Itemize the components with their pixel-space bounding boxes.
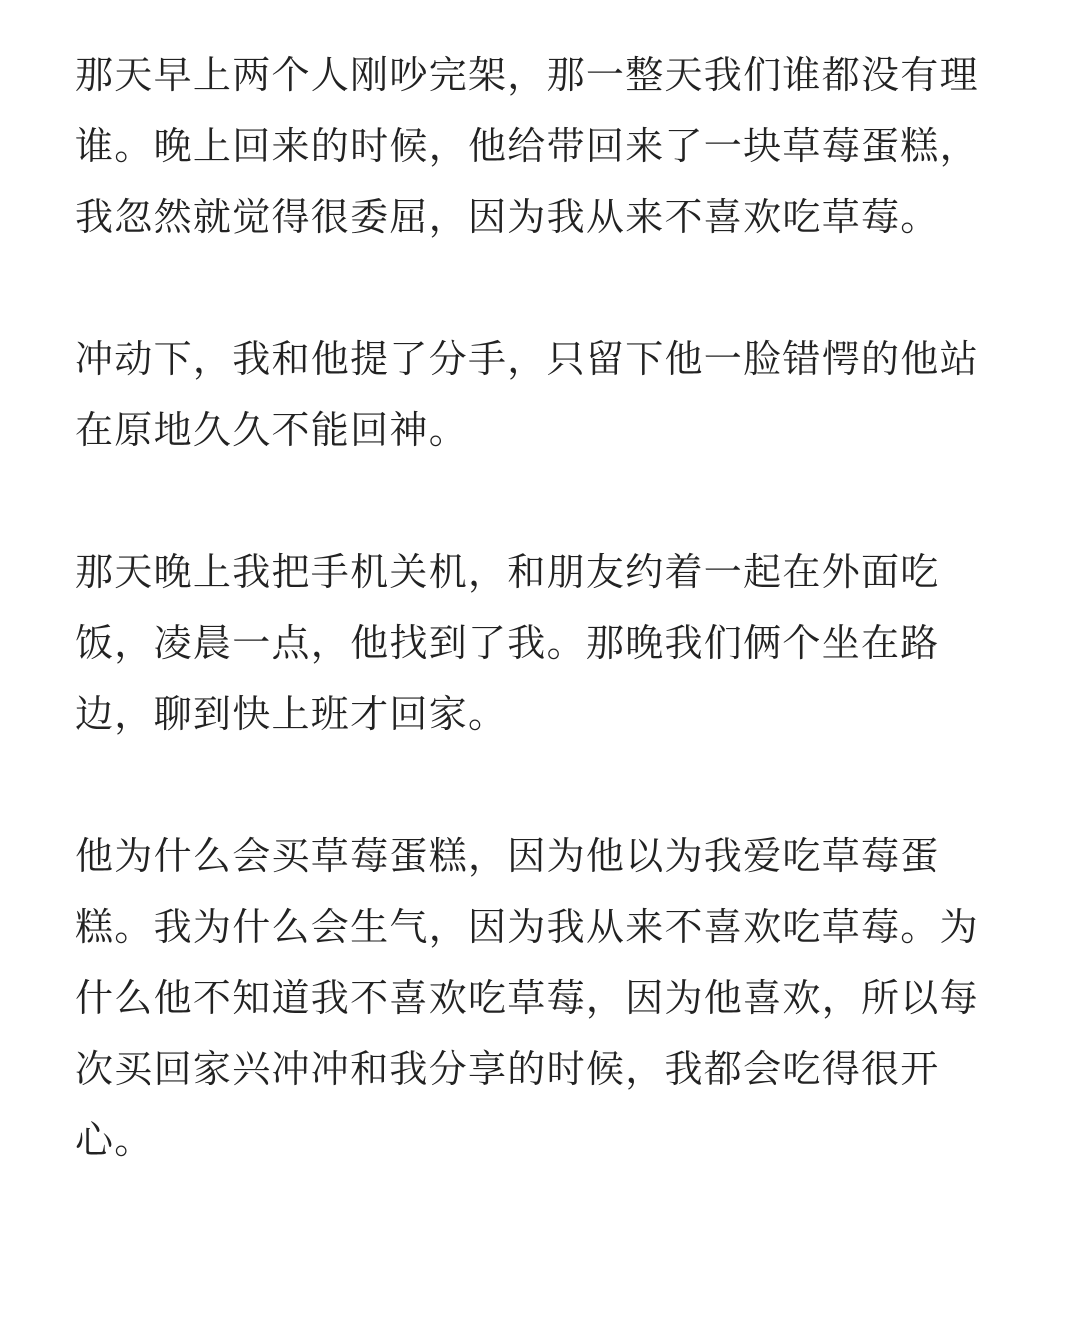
article-body <box>75 40 1005 1176</box>
paragraph-2: 冲动下，我和他提了分手，只留下他一脸错愕的他站在原地久久不能回神。 <box>75 337 979 452</box>
paragraph-1: 那天早上两个人刚吵完架，那一整天我们谁都没有理谁。晚上回来的时候，他给带回来了一块草莓蛋糕，我忽然就觉得很委屈，因为我从来不喜欢吃草莓。 <box>75 53 979 239</box>
paragraph-3: 那天晚上我把手机关机，和朋友约着一起在外面吃饭，凌晨一点，他找到了我。那晚我们俩个坐在路边，聊到快上班才回家。 <box>75 550 940 736</box>
paragraph-4: 他为什么会买草莓蛋糕，因为他以为我爱吃草莓蛋糕。我为什么会生气，因为我从来不喜欢吃草莓。为什么他不知道我不喜欢吃草莓，因为他喜欢，所以每次买回家兴冲冲和我分享的时候，我都会吃得很开心。 <box>75 834 979 1162</box>
